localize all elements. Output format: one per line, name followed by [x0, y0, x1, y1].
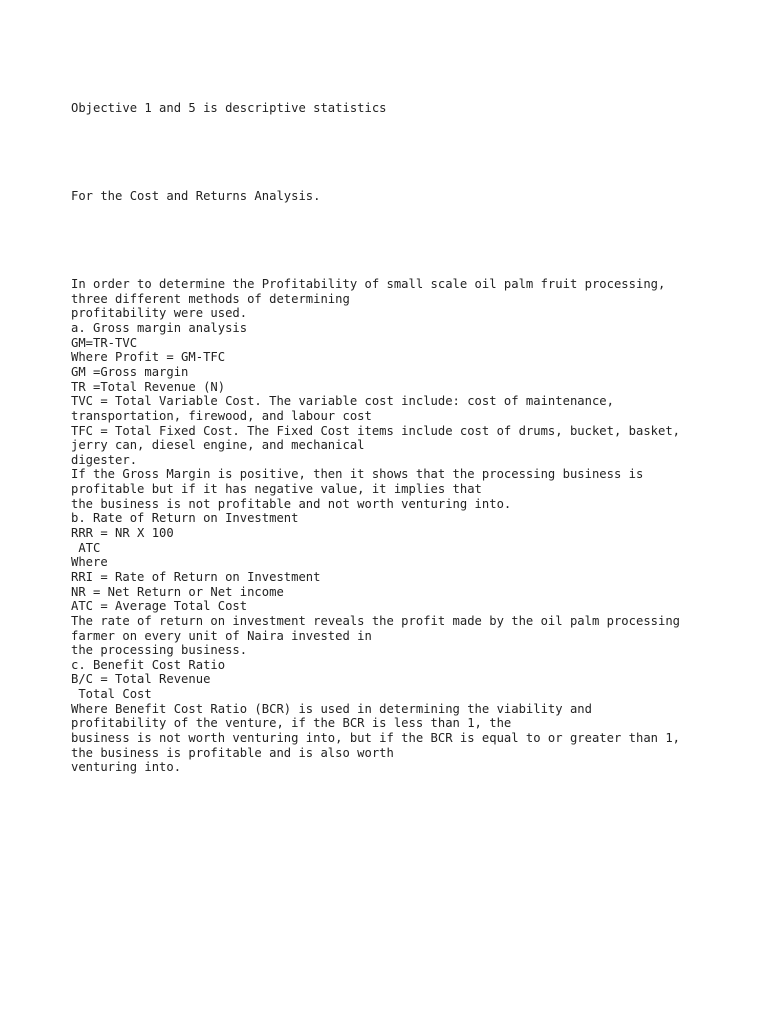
text-line: Where [71, 555, 108, 570]
text-line: GM=TR-TVC [71, 335, 138, 350]
text-line: TVC = Total Variable Cost. The variable cost include: cost of maintenance, [71, 394, 614, 409]
text-line: c. Benefit Cost Ratio [71, 657, 226, 672]
text-line: profitability of the venture, if the BCR is less than 1, the [71, 716, 512, 731]
text-line: the business is not profitable and not worth venturing into. [71, 496, 512, 511]
text-line: B/C = Total Revenue [71, 672, 211, 687]
document-page [71, 72, 751, 790]
text-line: b. Rate of Return on Investment [71, 511, 299, 526]
text-line: digester. [71, 452, 138, 467]
blank-line [71, 233, 751, 248]
text-line: Total Cost [71, 687, 152, 702]
blank-line [71, 145, 751, 160]
body-text [71, 277, 751, 775]
text-line: profitability were used. [71, 306, 248, 321]
text-line: farmer on every unit of Naira invested in [71, 628, 372, 643]
text-line: transportation, firewood, and labour cost [71, 408, 372, 423]
text-line: TFC = Total Fixed Cost. The Fixed Cost items include cost of drums, bucket, basket, [71, 423, 681, 438]
text-line: NR = Net Return or Net income [71, 584, 284, 599]
text-line: ATC [71, 540, 101, 555]
text-line: a. Gross margin analysis [71, 321, 248, 336]
text-line: Where Benefit Cost Ratio (BCR) is used in determining the viability and [71, 701, 592, 716]
text-line: RRR = NR X 100 [71, 526, 174, 541]
text-line: jerry can, diesel engine, and mechanical [71, 438, 365, 453]
text-line: RRI = Rate of Return on Investment [71, 569, 321, 584]
text-line: GM =Gross margin [71, 364, 189, 379]
text-line: the business is profitable and is also worth [71, 745, 394, 760]
text-line: three different methods of determining [71, 291, 350, 306]
section-heading: For the Cost and Returns Analysis. [71, 189, 321, 204]
intro-line: Objective 1 and 5 is descriptive statistics [71, 101, 387, 116]
text-line: Where Profit = GM-TFC [71, 350, 226, 365]
text-line: TR =Total Revenue (N) [71, 379, 226, 394]
text-line: If the Gross Margin is positive, then it shows that the processing business is [71, 467, 644, 482]
text-line: The rate of return on investment reveals the profit made by the oil palm processing [71, 613, 681, 628]
text-line: ATC = Average Total Cost [71, 599, 248, 614]
text-line: business is not worth venturing into, but if the BCR is equal to or greater than 1, [71, 730, 681, 745]
text-line: In order to determine the Profitability of small scale oil palm fruit processing, [71, 277, 666, 292]
text-line: the processing business. [71, 643, 248, 658]
text-line: venturing into. [71, 760, 182, 775]
text-line: profitable but if it has negative value, it implies that [71, 482, 482, 497]
